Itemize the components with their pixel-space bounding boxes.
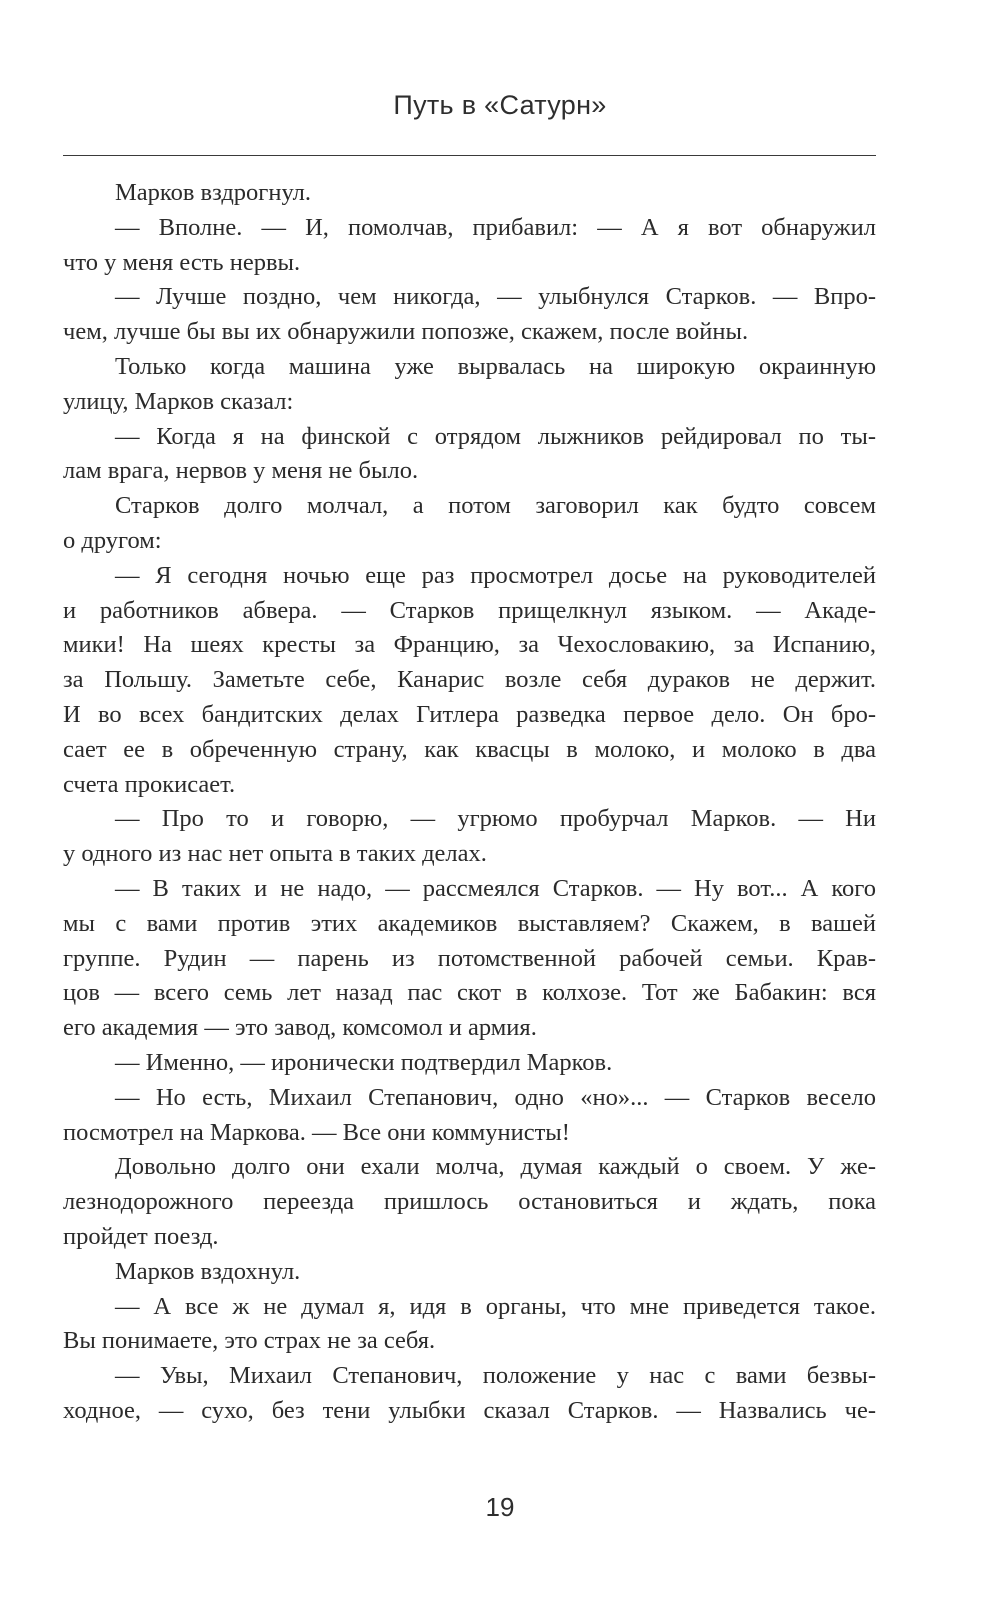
text-line: лезнодорожного переезда пришлось остановиться и ждать, пока xyxy=(63,1188,876,1216)
text-line: чем, лучше бы вы их обнаружили попозже, скажем, после войны. xyxy=(63,318,749,346)
text-line: улицу, Марков сказал: xyxy=(63,387,294,415)
text-line: — Увы, Михаил Степанович, положение у нас с вами безвы- xyxy=(115,1362,876,1390)
text-line: сает ее в обреченную страну, как квасцы в молоко, и молоко в два xyxy=(63,735,876,763)
text-line: — Именно, — иронически подтвердил Марков. xyxy=(115,1048,613,1076)
text-line: — А все ж не думал я, идя в органы, что мне приведется такое. xyxy=(115,1292,876,1320)
text-line: и работников абвера. — Старков прищелкнул языком. — Акаде- xyxy=(63,596,876,624)
text-line: Старков долго молчал, а потом заговорил как будто совсем xyxy=(115,492,876,520)
text-line: пройдет поезд. xyxy=(63,1222,219,1250)
text-line: мы с вами против этих академиков выставляем? Скажем, в вашей xyxy=(63,909,876,937)
text-line: посмотрел на Маркова. — Все они коммунисты! xyxy=(63,1118,570,1146)
text-line: о другом: xyxy=(63,526,162,554)
text-line: Марков вздохнул. xyxy=(115,1257,301,1285)
text-line: Довольно долго они ехали молча, думая каждый о своем. У же- xyxy=(115,1153,876,1181)
text-line: — Я сегодня ночью еще раз просмотрел досье на руководителей xyxy=(115,561,876,589)
text-line: — Вполне. — И, помолчав, прибавил: — А я вот обнаружил xyxy=(115,213,876,241)
text-line: — Но есть, Михаил Степанович, одно «но»... — Старков весело xyxy=(115,1083,876,1111)
text-line: счета прокисает. xyxy=(63,770,236,798)
text-line: Вы понимаете, это страх не за себя. xyxy=(63,1327,436,1355)
text-line: — В таких и не надо, — рассмеялся Старков. — Ну вот... А кого xyxy=(115,874,876,902)
text-line: ходное, — сухо, без тени улыбки сказал Старков. — Назвались че- xyxy=(63,1396,876,1424)
running-header: Путь в «Сатурн» xyxy=(393,90,607,120)
header-rule xyxy=(63,155,876,156)
text-line: у одного из нас нет опыта в таких делах. xyxy=(63,840,487,868)
text-line: Марков вздрогнул. xyxy=(115,179,311,206)
text-line: мики! На шеях кресты за Францию, за Чехословакию, за Испанию, xyxy=(63,631,876,659)
text-line: его академия — это завод, комсомол и армия. xyxy=(63,1014,537,1042)
page-number: 19 xyxy=(485,1492,515,1522)
text-line: группе. Рудин — парень из потомственной рабочей семьи. Крав- xyxy=(63,944,876,972)
text-line: цов — всего семь лет назад пас скот в колхозе. Тот же Бабакин: вся xyxy=(63,979,876,1007)
text-line: — Лучше поздно, чем никогда, — улыбнулся Старков. — Впро- xyxy=(115,283,876,311)
text-line: лам врага, нервов у меня не было. xyxy=(63,457,419,485)
text-line: И во всех бандитских делах Гитлера разведка первое дело. Он бро- xyxy=(63,700,876,728)
text-line: за Польшу. Заметьте себе, Канарис возле себя дураков не держит. xyxy=(63,666,876,694)
body-text xyxy=(63,176,876,1429)
text-line: — Про то и говорю, — угрюмо пробурчал Марков. — Ни xyxy=(115,805,876,833)
text-line: — Когда я на финской с отрядом лыжников рейдировал по ты- xyxy=(115,422,876,450)
text-line: что у меня есть нервы. xyxy=(63,248,301,276)
text-line: Только когда машина уже вырвалась на широкую окраинную xyxy=(115,352,876,380)
